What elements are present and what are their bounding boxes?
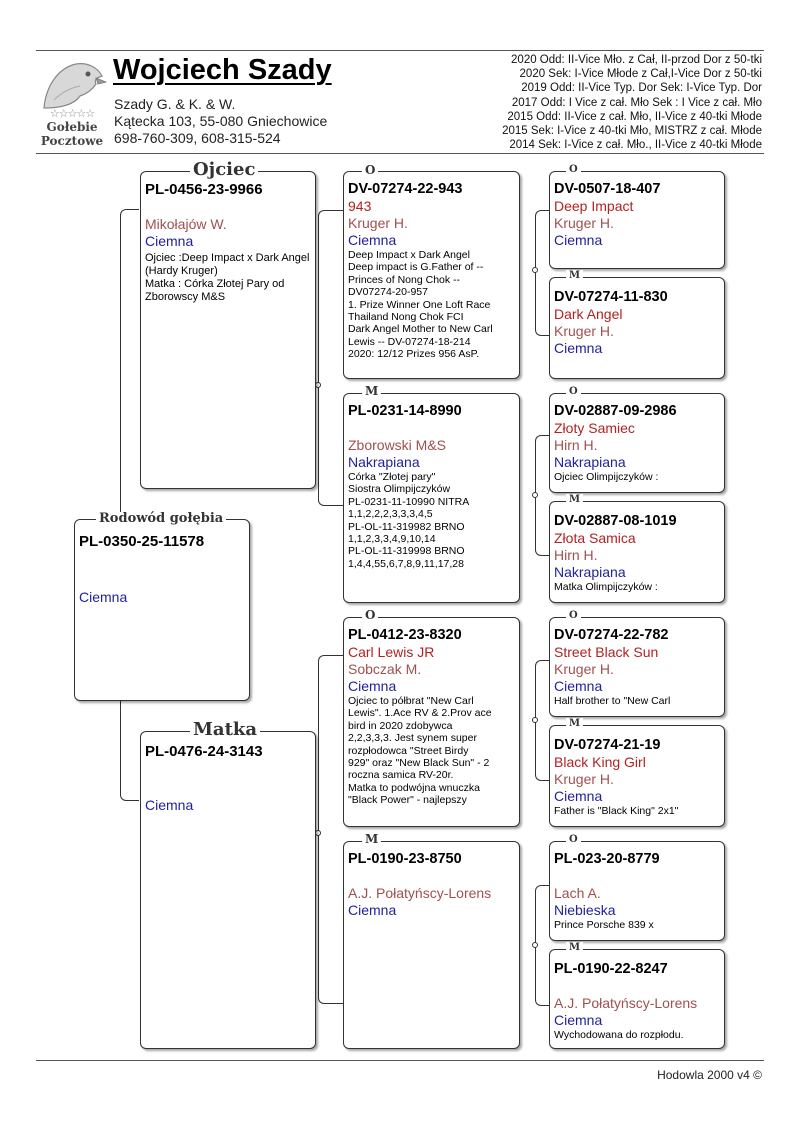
ffm-breeder: Kruger H. bbox=[554, 323, 614, 339]
fm-color: Nakrapiana bbox=[348, 454, 420, 470]
mfm-breeder: Kruger H. bbox=[554, 771, 614, 787]
fff-label: O bbox=[566, 164, 581, 176]
mff-label: O bbox=[566, 610, 581, 622]
fm-breeder: Zborowski M&S bbox=[348, 437, 447, 453]
mf-note: Ojciec to półbrat "New Carl Lewis". 1.Ace RV & 2.Prov ace bird in 2020 zdobywca 2,2,3,3,3. Jest synem super rozpłodowca "Street Birdy 929" oraz "New Black Sun" - 2 roczna samica RV-20r. Matka to podwójna wnuczka "Black Power" - najlepszy bbox=[348, 695, 492, 807]
mm-breeder: A.J. Połatyńscy-Lorens bbox=[348, 885, 492, 901]
father-label: Ojciec bbox=[190, 160, 258, 180]
mmm-breeder: A.J. Połatyńscy-Lorens bbox=[554, 995, 698, 1011]
results-list bbox=[502, 53, 762, 152]
phones-line: 698-760-309, 608-315-524 bbox=[114, 130, 281, 146]
mf-name: Carl Lewis JR bbox=[348, 644, 435, 660]
mother-label: Matka bbox=[190, 720, 260, 740]
father-breeder: Mikołajów W. bbox=[145, 216, 227, 232]
result-line: 2019 Odd: II-Vice Typ. Dor Sek: I-Vice Typ. Dor bbox=[521, 82, 762, 95]
mff-box[interactable] bbox=[549, 617, 725, 717]
father-ring: PL-0456-23-9966 bbox=[145, 181, 263, 198]
ffm-label: M bbox=[566, 270, 583, 282]
result-line: 2020 Odd: II-Vice Mło. z Cał, II-przod Dor z 50-tki bbox=[511, 54, 762, 66]
mother-ring: PL-0476-24-3143 bbox=[145, 743, 263, 760]
connector bbox=[535, 885, 550, 946]
connector bbox=[318, 210, 343, 386]
mmm-color: Ciemna bbox=[554, 1012, 603, 1028]
mother-box[interactable] bbox=[140, 731, 316, 1049]
connector bbox=[535, 435, 550, 496]
address-line: Kątecka 103, 55-080 Gniechowice bbox=[114, 113, 328, 129]
logo-stars: ☆☆☆☆☆ bbox=[49, 108, 95, 120]
ffm-ring: DV-07274-11-830 bbox=[554, 289, 668, 305]
mf-color: Ciemna bbox=[348, 678, 397, 694]
mff-ring: DV-07274-22-782 bbox=[554, 627, 669, 643]
mmf-breeder: Lach A. bbox=[554, 885, 601, 901]
result-line: 2015 Sek: I-Vice z 40-tki Mło, MISTRZ z cał. Młode bbox=[502, 125, 762, 138]
fmf-name: Złoty Samiec bbox=[554, 420, 635, 436]
connector-dot bbox=[532, 717, 538, 723]
logo-text: Gołebie Pocztowe bbox=[40, 120, 104, 148]
mm-ring: PL-0190-23-8750 bbox=[348, 851, 462, 867]
mf-box[interactable] bbox=[343, 617, 520, 827]
fm-label: M bbox=[362, 384, 381, 398]
ff-label: O bbox=[362, 163, 378, 177]
ffm-name: Dark Angel bbox=[554, 306, 623, 322]
fmf-box[interactable] bbox=[549, 393, 725, 493]
mf-ring: PL-0412-23-8320 bbox=[348, 627, 462, 643]
mmf-box[interactable] bbox=[549, 841, 725, 941]
ff-name: 943 bbox=[348, 198, 372, 214]
mfm-note: Father is "Black King" 2x1" bbox=[554, 805, 679, 817]
result-line: 2020 Sek: I-Vice Młode z Cał,I-Vice Dor z 50-tki bbox=[519, 68, 762, 81]
father-color: Ciemna bbox=[145, 233, 194, 249]
connector bbox=[318, 655, 343, 834]
top-rule bbox=[36, 50, 764, 51]
mf-breeder: Sobczak M. bbox=[348, 661, 422, 677]
fmm-name: Złota Samica bbox=[554, 530, 636, 546]
mmm-box[interactable] bbox=[549, 949, 725, 1049]
fmf-breeder: Hirn H. bbox=[554, 437, 598, 453]
connector bbox=[535, 660, 550, 721]
fmf-label: O bbox=[566, 386, 581, 398]
subject-box[interactable] bbox=[74, 519, 250, 701]
mm-color: Ciemna bbox=[348, 902, 397, 918]
fmm-breeder: Hirn H. bbox=[554, 547, 598, 563]
fmm-label: M bbox=[566, 494, 583, 506]
subject-color: Ciemna bbox=[79, 589, 128, 605]
fff-box[interactable] bbox=[549, 171, 725, 269]
mmm-label: M bbox=[566, 942, 583, 954]
mfm-name: Black King Girl bbox=[554, 754, 646, 770]
connector bbox=[535, 720, 550, 781]
connector bbox=[120, 209, 139, 520]
fmm-color: Nakrapiana bbox=[554, 564, 626, 580]
fff-ring: DV-0507-18-407 bbox=[554, 181, 661, 197]
fff-color: Ciemna bbox=[554, 232, 603, 248]
connector bbox=[318, 385, 343, 506]
fmf-note: Ojciec Olimpijczyków : bbox=[554, 471, 659, 483]
mff-breeder: Kruger H. bbox=[554, 661, 614, 677]
ff-box[interactable] bbox=[343, 171, 520, 379]
connector bbox=[535, 495, 550, 556]
mother-color: Ciemna bbox=[145, 797, 194, 813]
fmm-ring: DV-02887-08-1019 bbox=[554, 513, 677, 529]
fmf-color: Nakrapiana bbox=[554, 454, 626, 470]
result-line: 2015 Odd: II-Vice z cał. Mło, II-Vice z 40-tki Młode bbox=[507, 110, 762, 123]
mfm-label: M bbox=[566, 718, 583, 730]
ffm-color: Ciemna bbox=[554, 340, 603, 356]
mmf-note: Prince Porsche 839 x bbox=[554, 919, 654, 931]
connector bbox=[535, 210, 550, 271]
footer-credit: Hodowla 2000 v4 © bbox=[657, 1068, 762, 1082]
ff-ring: DV-07274-22-943 bbox=[348, 181, 463, 197]
owners-line: Szady G. & K. & W. bbox=[114, 96, 236, 112]
fmm-note: Matka Olimpijczyków : bbox=[554, 581, 658, 593]
connector-dot bbox=[532, 492, 538, 498]
mm-box[interactable] bbox=[343, 841, 520, 1049]
connector bbox=[120, 700, 139, 801]
header-rule bbox=[36, 153, 764, 154]
mfm-box[interactable] bbox=[549, 725, 725, 827]
connector-dot bbox=[532, 267, 538, 273]
fff-breeder: Kruger H. bbox=[554, 215, 614, 231]
fmf-ring: DV-02887-09-2986 bbox=[554, 403, 677, 419]
subject-ring: PL-0350-25-11578 bbox=[79, 533, 205, 550]
mmm-ring: PL-0190-22-8247 bbox=[554, 961, 668, 977]
father-box[interactable] bbox=[140, 171, 316, 489]
breeder-title: Wojciech Szady bbox=[113, 54, 332, 86]
mff-name: Street Black Sun bbox=[554, 644, 659, 660]
connector bbox=[318, 833, 343, 1004]
fmm-box[interactable] bbox=[549, 501, 725, 603]
ff-color: Ciemna bbox=[348, 232, 397, 248]
mmf-color: Niebieska bbox=[554, 902, 616, 918]
fff-name: Deep Impact bbox=[554, 198, 634, 214]
ffm-box[interactable] bbox=[549, 277, 725, 379]
result-line: 2014 Sek: I-Vice z cał. Mło., II-Vice z 40-tki Młode bbox=[509, 139, 762, 152]
fm-note: Córka "Złotej pary" Siostra Olimpijczyków PL-0231-11-10990 NITRA 1,1,2,2,2,3,3,3,4,5 PL-OL-11-319982 BRNO 1,1,2,3,3,4,9,10,14 PL-OL-11-319998 BRNO 1,4,4,55,6,7,8,9,11,17,28 bbox=[348, 471, 470, 570]
fm-ring: PL-0231-14-8990 bbox=[348, 403, 462, 419]
mfm-color: Ciemna bbox=[554, 788, 603, 804]
fm-box[interactable] bbox=[343, 393, 520, 603]
ff-breeder: Kruger H. bbox=[348, 215, 408, 231]
mm-label: M bbox=[362, 832, 381, 846]
footer-rule bbox=[36, 1060, 764, 1061]
subject-label: Rodowód gołębia bbox=[96, 512, 226, 526]
mmm-note: Wychodowana do rozpłodu. bbox=[554, 1029, 684, 1041]
mf-label: O bbox=[362, 608, 378, 622]
connector bbox=[535, 270, 550, 336]
mmf-ring: PL-023-20-8779 bbox=[554, 851, 660, 867]
connector bbox=[535, 945, 550, 1006]
result-line: 2017 Odd: I Vice z cał. Mło Sek : I Vice z cał. Mło bbox=[511, 96, 762, 109]
mff-note: Half brother to "New Carl bbox=[554, 695, 671, 707]
father-note: Ojciec :Deep Impact x Dark Angel (Hardy Kruger) Matka : Córka Złotej Pary od Zborowscy M&S bbox=[145, 252, 310, 303]
mmf-label: O bbox=[566, 834, 581, 846]
ff-note: Deep Impact x Dark Angel Deep impact is G.Father of -- Princes of Nong Chok -- DV07274-20-957 1. Prize Winner One Loft Race Thailand Nong Chok FCI Dark Angel Mother to New Carl Lewis -- DV-07274-18-214 2020: 12/12 Prizes 956 AsP. bbox=[348, 249, 493, 361]
connector-dot bbox=[532, 942, 538, 948]
mff-color: Ciemna bbox=[554, 678, 603, 694]
mfm-ring: DV-07274-21-19 bbox=[554, 737, 661, 753]
